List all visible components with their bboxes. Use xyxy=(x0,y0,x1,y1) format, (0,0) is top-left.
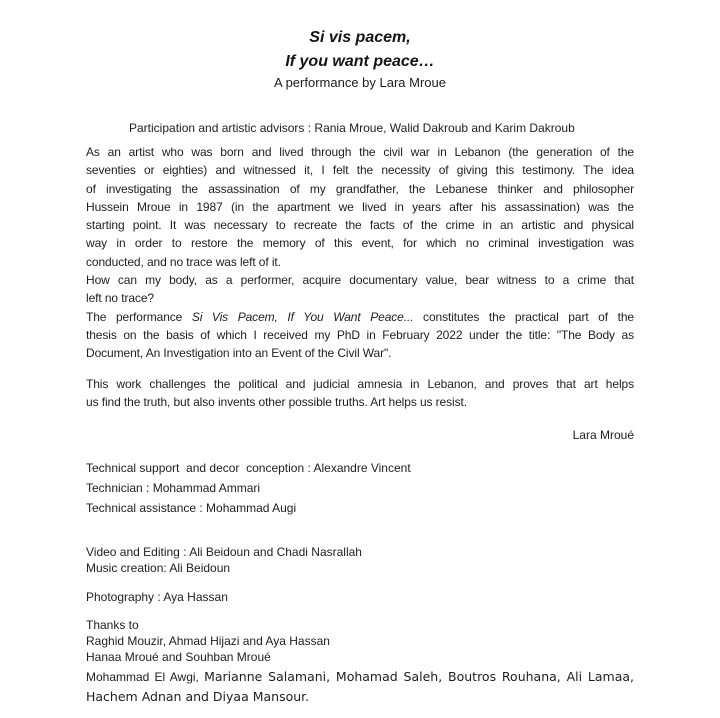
text-line xyxy=(86,253,634,271)
text-segment: of investigating the assassination of my grandfather, the Lebanese thinker and philosopher xyxy=(86,181,634,196)
text-line xyxy=(86,560,634,576)
text-segment: left no trace? xyxy=(86,291,154,306)
text-segment: This work challenges the political and judicial amnesia in Lebanon, and proves that art helps xyxy=(86,376,634,391)
text-segment: Video and Editing : Ali Beidoun and Chadi Nasrallah xyxy=(86,545,362,560)
text-segment: Hanaa Mroué and Souhban Mroué xyxy=(86,650,271,665)
technical-credits xyxy=(86,458,634,518)
text-segment: As an artist who was born and lived through the civil war in Lebanon (the generation of the xyxy=(86,145,634,159)
text-line xyxy=(86,498,634,518)
text-segment: Document, An Investigation into an Event of the Civil War". xyxy=(86,346,392,361)
text-segment: Technician : Mohammad Ammari xyxy=(86,481,261,496)
text-line xyxy=(86,687,634,707)
body-text xyxy=(86,143,634,411)
text-segment: The performance xyxy=(86,309,192,324)
text-line xyxy=(86,544,634,560)
document-title-line2: If you want peace… xyxy=(285,53,435,70)
text-segment: starting point. It was necessary to recreate the facts of the crime in an artistic and physical xyxy=(86,218,634,233)
text-segment: Marianne Salamani, Mohamad Saleh, Boutros Rouhana, Ali Lamaa, xyxy=(204,669,635,685)
text-line xyxy=(86,234,634,252)
text-segment: thesis on the basis of which I received my PhD in February 2022 under the title: "The Body as xyxy=(86,327,634,342)
text-line xyxy=(86,308,634,326)
text-line xyxy=(86,271,634,289)
photography-credit: Photography : Aya Hassan xyxy=(86,590,228,605)
text-line xyxy=(86,667,634,687)
text-line xyxy=(86,393,634,411)
signature: Lara Mroué xyxy=(572,428,634,443)
text-segment: Mohammad El Awgi, xyxy=(86,670,205,685)
text-segment: us find the truth, but also invents other possible truths. Art helps us resist. xyxy=(86,394,467,409)
text-line xyxy=(86,143,634,161)
text-line xyxy=(86,458,634,478)
text-line xyxy=(86,633,634,649)
text-line xyxy=(86,289,634,307)
text-segment: Raghid Mouzir, Ahmad Hijazi and Aya Hassan xyxy=(86,634,330,649)
text-line xyxy=(86,478,634,498)
text-segment: How can my body, as a performer, acquire documentary value, bear witness to a crime that xyxy=(86,273,634,288)
text-segment: Technical assistance : Mohammad Augi xyxy=(86,501,297,516)
text-segment: Hussein Mroue in 1987 (in the apartment we lived in years after his assassination) was the xyxy=(86,199,634,214)
italic-text-segment: Si Vis Pacem, If You Want Peace... xyxy=(191,309,414,324)
thanks-heading: Thanks to xyxy=(86,618,139,633)
thanks-list xyxy=(86,633,634,665)
text-segment: Technical support and decor conception : Alexandre Vincent xyxy=(86,461,411,476)
paragraph-performance-thesis xyxy=(86,308,634,363)
text-line xyxy=(86,649,634,665)
text-segment: Hachem Adnan and Diyaa Mansour. xyxy=(86,689,310,705)
paragraph-artist-testimony xyxy=(86,143,634,271)
thanks-final-list xyxy=(86,667,634,707)
text-line xyxy=(86,344,634,362)
text-segment: conducted, and no trace was left of it. xyxy=(86,254,281,269)
text-line xyxy=(86,180,634,198)
advisors-line: Participation and artistic advisors : Rania Mroue, Walid Dakroub and Karim Dakroub xyxy=(129,121,575,135)
paragraph-body-question xyxy=(86,271,634,308)
paragraph-art-resist xyxy=(86,375,634,412)
document-subtitle: A performance by Lara Mroue xyxy=(274,75,446,90)
text-line xyxy=(86,198,634,216)
text-line xyxy=(86,216,634,234)
text-line xyxy=(86,326,634,344)
text-segment: seventies or eighties) and witnessed it, I felt the necessity of giving this testimony. The idea xyxy=(86,163,634,178)
text-segment: way in order to restore the memory of this event, for which no criminal investigation was xyxy=(86,236,634,251)
document-title-line1: Si vis pacem, xyxy=(309,29,411,46)
text-line xyxy=(86,375,634,393)
video-credits xyxy=(86,544,634,576)
text-segment: constitutes the practical part of the xyxy=(413,309,634,324)
text-segment: Music creation: Ali Beidoun xyxy=(86,561,231,576)
text-line xyxy=(86,161,634,179)
